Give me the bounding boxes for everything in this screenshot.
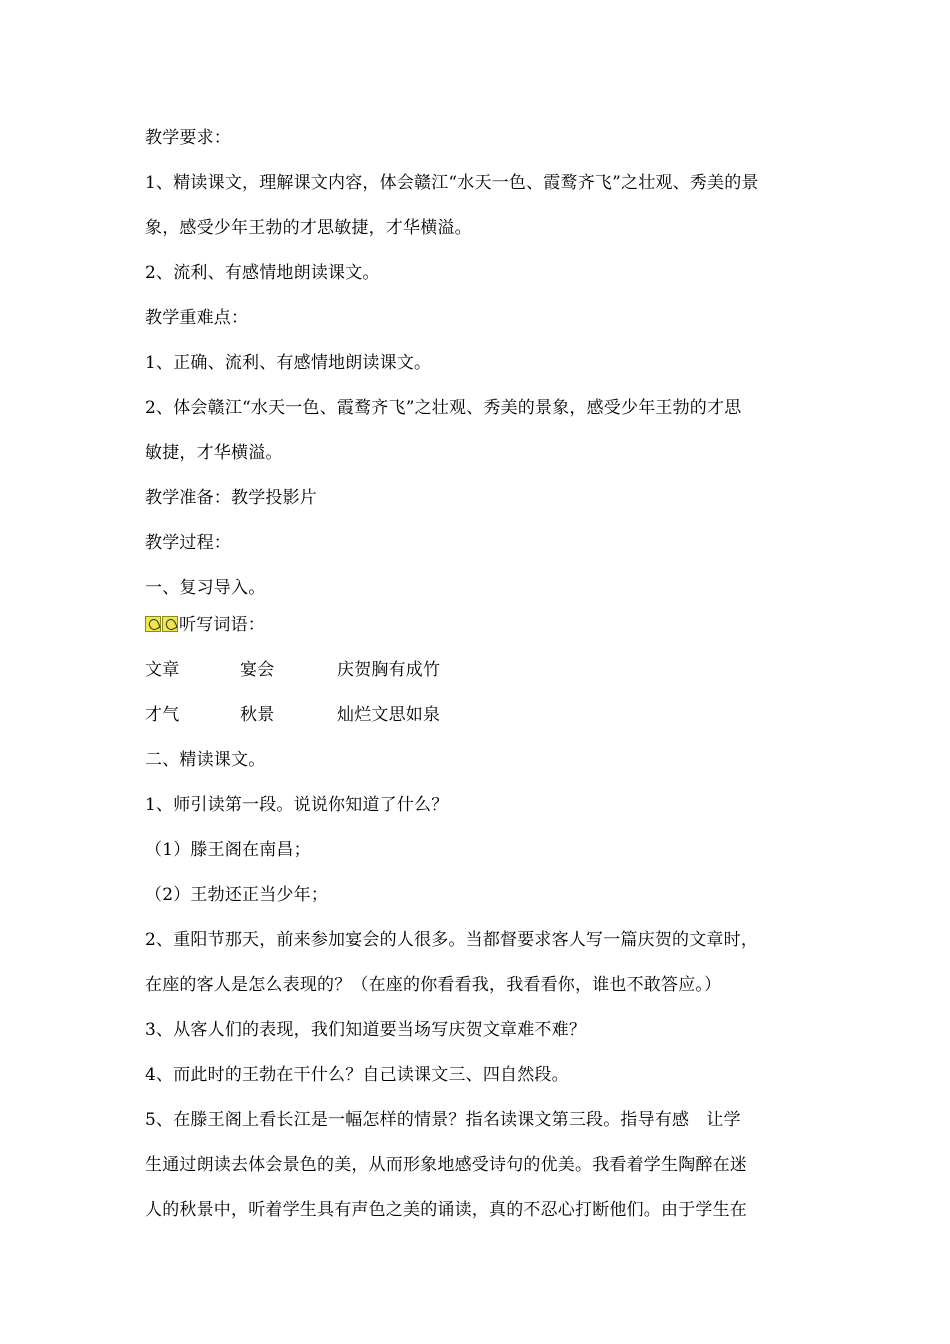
requirement-2: 2、流利、有感情地朗读课文。 xyxy=(145,263,380,283)
heading-process: 教学过程： xyxy=(145,533,231,553)
dictation-icon xyxy=(162,616,178,632)
paragraph-1-point-b: （2）王勃还正当少年； xyxy=(145,885,329,905)
paragraph-1-point-a: （1）滕王阁在南昌； xyxy=(145,840,311,860)
word-row-2 xyxy=(145,703,810,727)
requirement-1-line-1: 1、精读课文，理解课文内容，体会赣江“水天一色、霞鹜齐飞”之壮观、秀美的景 xyxy=(145,173,759,193)
paragraph-5-line-2: 生通过朗读去体会景色的美，从而形象地感受诗句的优美。我看着学生陶醉在迷 xyxy=(145,1155,747,1175)
word: 文章 xyxy=(145,660,180,680)
paragraph-4: 4、而此时的王勃在干什么？自己读课文三、四自然段。 xyxy=(145,1065,569,1085)
word: 秋景 xyxy=(240,705,275,725)
word: 才气 xyxy=(145,705,180,725)
heading-keypoints: 教学重难点： xyxy=(145,308,249,328)
keypoint-2-line-2: 敏捷，才华横溢。 xyxy=(145,443,283,463)
requirement-1-line-2: 象，感受少年王勃的才思敏捷，才华横溢。 xyxy=(145,218,472,238)
paragraph-2-line-1: 2、重阳节那天，前来参加宴会的人很多。当都督要求客人写一篇庆贺的文章时， xyxy=(145,930,759,950)
keypoint-1: 1、正确、流利、有感情地朗读课文。 xyxy=(145,353,432,373)
teaching-preparation: 教学准备：教学投影片 xyxy=(145,488,317,508)
dictation-label: 听写词语： xyxy=(179,615,265,635)
word: 庆贺胸有成竹 xyxy=(337,660,441,680)
paragraph-5-line-3: 人的秋景中，听着学生具有声色之美的诵读，真的不忍心打断他们。由于学生在 xyxy=(145,1200,747,1220)
step-2-close-reading: 二、精读课文。 xyxy=(145,750,266,770)
keypoint-2-line-1: 2、体会赣江“水天一色、霞鹜齐飞”之壮观、秀美的景象，感受少年王勃的才思 xyxy=(145,398,742,418)
paragraph-5-line-1: 5、在滕王阁上看长江是一幅怎样的情景？指名读课文第三段。指导有感 让学 xyxy=(145,1110,741,1130)
dictation-icon xyxy=(145,616,161,632)
paragraph-3: 3、从客人们的表现，我们知道要当场写庆贺文章难不难？ xyxy=(145,1020,587,1040)
paragraph-2-line-2: 在座的客人是怎么表现的？（在座的你看看我，我看看你，谁也不敢答应。） xyxy=(145,975,722,995)
heading-requirements: 教学要求： xyxy=(145,128,231,148)
paragraph-1: 1、师引读第一段。说说你知道了什么？ xyxy=(145,795,449,815)
word: 宴会 xyxy=(240,660,275,680)
dictation-line xyxy=(145,613,810,637)
word: 灿烂文思如泉 xyxy=(337,705,441,725)
step-1-review: 一、复习导入。 xyxy=(145,578,266,598)
word-row-1 xyxy=(145,658,810,682)
